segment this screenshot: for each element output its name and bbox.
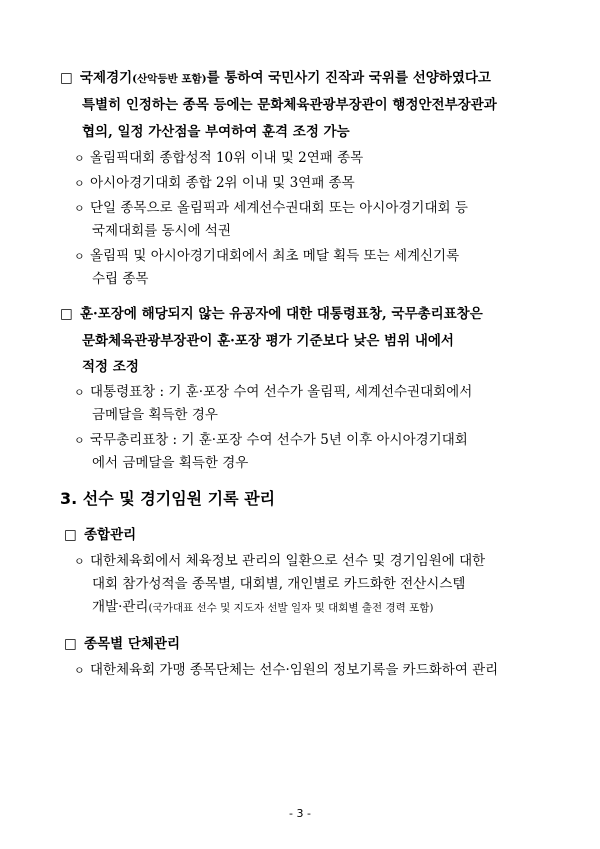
block2-item-1-text-1: 대통령표창 : 기 훈·포장 수여 선수가 올림픽, 세계선수권대회에서 — [90, 384, 473, 400]
block2-item-2-text-1: 국무총리표창 : 기 훈·포장 수여 선수가 5년 이후 아시아경기대회 — [90, 432, 468, 448]
block2-line1-text: 훈·포장에 해당되지 않는 유공자에 대한 대통령표창, 국무총리표창은 — [80, 306, 483, 322]
block1-item-2-text: 아시아경기대회 종합 2위 이내 및 3연패 종목 — [90, 175, 355, 191]
block2-line2: 문화체육관광부장관이 훈·포장 평가 기준보다 낮은 범위 내에서 — [82, 333, 454, 349]
block1-item-2 — [74, 173, 355, 193]
circle-marker: ㅇ — [74, 250, 85, 263]
block2-line1 — [60, 304, 483, 324]
section3-sub1-heading — [64, 525, 136, 545]
block1-item-4-text-2: 수립 종목 — [92, 271, 149, 287]
block1-item-3 — [74, 198, 468, 218]
sub1-heading-text: 종합관리 — [84, 527, 137, 543]
sub1-square-marker: □ — [64, 527, 77, 543]
sub1-item-text-3a: 개발·관리 — [92, 599, 149, 615]
block1-item-4-text-1: 올림픽 및 아시아경기대회에서 최초 메달 획득 또는 세계신기록 — [90, 248, 460, 264]
block2-item-1 — [74, 382, 472, 402]
block1-line1-b: 를 통하여 국민사기 진작과 국위를 선양하였다고 — [206, 70, 491, 86]
sub1-item-text-2: 대회 참가성적을 종목별, 대회별, 개인별로 카드화한 전산시스템 — [92, 576, 466, 592]
block2-line3: 적정 조정 — [82, 359, 139, 375]
section-3-title: 3. 선수 및 경기임원 기록 관리 — [60, 489, 276, 508]
circle-marker: ㅇ — [74, 177, 85, 190]
block2-item-2 — [74, 430, 468, 450]
block1-item-1 — [74, 148, 363, 168]
sub2-item-text-1: 대한체육회 가맹 종목단체는 선수·임원의 정보기록을 카드화하여 관리 — [90, 662, 499, 678]
block2-item-2-text-2: 에서 금메달을 획득한 경우 — [92, 455, 249, 471]
block1-item-4 — [74, 246, 459, 266]
circle-marker: ㅇ — [74, 152, 85, 165]
block1-line3: 협의, 일정 가산점을 부여하여 훈격 조정 가능 — [82, 124, 350, 140]
block1-item-3-text-1: 단일 종목으로 올림픽과 세계선수권대회 또는 아시아경기대회 등 — [90, 200, 468, 216]
sub2-heading-text: 종목별 단체관리 — [84, 636, 180, 652]
circle-marker: ㅇ — [74, 386, 85, 399]
block1-line2: 특별히 인정하는 종목 등에는 문화체육관광부장관이 행정안전부장관과 — [82, 97, 497, 113]
block1-item-1-text: 올림픽대회 종합성적 10위 이내 및 2연패 종목 — [90, 150, 364, 166]
block2-square-marker: □ — [60, 306, 73, 322]
block1-line1-small: (산악등반 포함) — [132, 73, 207, 85]
section3-sub2-heading — [64, 634, 180, 654]
page-number: - 3 - — [289, 807, 311, 820]
sub1-item-line1 — [74, 551, 485, 571]
block1-line1-a: 국제경기 — [80, 70, 133, 86]
circle-marker: ㅇ — [74, 664, 85, 677]
circle-marker: ㅇ — [74, 434, 85, 447]
sub2-square-marker: □ — [64, 636, 77, 652]
block1-line1 — [60, 68, 491, 88]
sub1-item-line3 — [92, 597, 433, 617]
sub1-item-text-3-small: (국가대표 선수 및 지도자 선발 일자 및 대회별 출전 경력 포함) — [148, 602, 434, 614]
circle-marker: ㅇ — [74, 202, 85, 215]
block1-square-marker: □ — [60, 70, 73, 86]
block2-item-1-text-2: 금메달을 획득한 경우 — [92, 407, 218, 423]
block1-item-3-text-2: 국제대회를 동시에 석권 — [92, 223, 231, 239]
circle-marker: ㅇ — [74, 555, 85, 568]
sub2-item-line1 — [74, 660, 498, 680]
sub1-item-text-1: 대한체육회에서 체육정보 관리의 일환으로 선수 및 경기임원에 대한 — [90, 553, 486, 569]
